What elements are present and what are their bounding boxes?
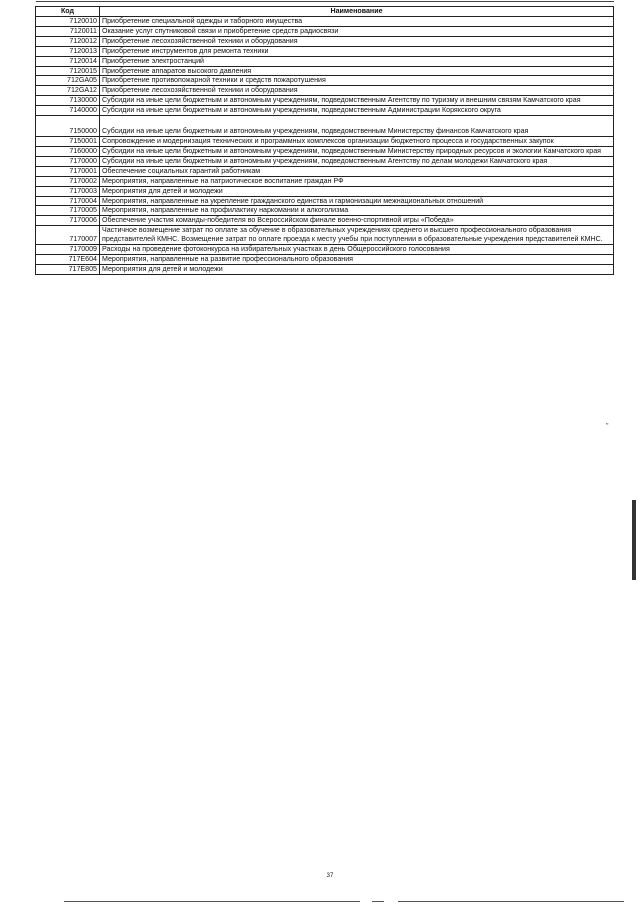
name-cell: Субсидии на иные цели бюджетным и автономным учреждениям, подведомственным Министерству финансов Камчатского края (100, 116, 614, 137)
name-cell: Субсидии на иные цели бюджетным и автономным учреждениям, подведомственным Агентству по туризму и внешним связям Камчатского края (100, 96, 614, 106)
table-row (36, 36, 614, 46)
code-cell: 7170005 (36, 206, 100, 216)
table-row (36, 106, 614, 116)
table-row (36, 17, 614, 27)
bottom-rule-left (64, 901, 360, 902)
name-cell: Частичное возмещение затрат по оплате за обучение в образовательных учреждениях среднего и высшего профессионального образования представителей КМНС. Возмещение затрат по оплате проезда к месту учебы при поступлении в образовательные учреждения представителей КМНС. (100, 226, 614, 245)
table-row (36, 26, 614, 36)
name-cell: Приобретение инструментов для ремонта техники (100, 46, 614, 56)
code-cell: 7160000 (36, 146, 100, 156)
budget-codes-table (35, 6, 614, 275)
name-cell: Сопровождение и модернизация технических и программных комплексов организации бюджетного процесса и государственных закупок (100, 137, 614, 147)
name-cell: Мероприятия для детей и молодежи (100, 264, 614, 274)
code-cell: 7120010 (36, 17, 100, 27)
margin-mark: " (606, 423, 609, 430)
table-row (36, 56, 614, 66)
table-row (36, 46, 614, 56)
name-column-header: Наименование (100, 7, 614, 17)
table-row (36, 166, 614, 176)
code-cell: 7170006 (36, 216, 100, 226)
code-cell: 7150001 (36, 137, 100, 147)
name-cell: Приобретение лесохозяйственной техники и оборудования (100, 36, 614, 46)
name-cell: Приобретение специальной одежды и таборного имущества (100, 17, 614, 27)
name-cell: Приобретение противопожарной техники и средств пожаротушения (100, 76, 614, 86)
code-cell: 7170004 (36, 196, 100, 206)
table-row (36, 206, 614, 216)
code-cell: 717E604 (36, 254, 100, 264)
table-row (36, 156, 614, 166)
name-cell: Расходы на проведение фотоконкурса на избирательных участках в день Общероссийского голосования (100, 245, 614, 255)
code-cell: 7140000 (36, 106, 100, 116)
table-row (36, 186, 614, 196)
name-cell: Оказание услуг спутниковой связи и приобретение средств радиосвязи (100, 26, 614, 36)
table-row (36, 254, 614, 264)
code-cell: 7170002 (36, 176, 100, 186)
code-cell: 7170000 (36, 156, 100, 166)
name-cell: Приобретение электростанций (100, 56, 614, 66)
table-row (36, 216, 614, 226)
page-number: 37 (326, 873, 334, 879)
code-cell: 7120013 (36, 46, 100, 56)
code-cell: 7120015 (36, 66, 100, 76)
name-cell: Субсидии на иные цели бюджетным и автономным учреждениям, подведомственным Администрации Корякского округа (100, 106, 614, 116)
table-row (36, 245, 614, 255)
name-cell: Мероприятия для детей и молодежи (100, 186, 614, 196)
bottom-rule-mid (372, 901, 384, 902)
name-cell: Мероприятия, направленные на патриотическое воспитание граждан РФ (100, 176, 614, 186)
table-row (36, 66, 614, 76)
table-row (36, 76, 614, 86)
code-cell: 7170003 (36, 186, 100, 196)
scan-edge-artifact (632, 500, 636, 580)
table-row (36, 176, 614, 186)
name-cell: Обеспечение участия команды-победителя во Всероссийском финале военно-спортивной игры «Победа» (100, 216, 614, 226)
top-border-line (36, 1, 614, 2)
code-cell: 7130000 (36, 96, 100, 106)
table-row (36, 196, 614, 206)
name-cell: Субсидии на иные цели бюджетным и автономным учреждениям, подведомственным Министерству природных ресурсов и экологии Камчатского края (100, 146, 614, 156)
name-cell: Мероприятия, направленные на развитие профессионального образования (100, 254, 614, 264)
table-row (36, 96, 614, 106)
code-cell: 7170007 (36, 226, 100, 245)
code-cell: 7120012 (36, 36, 100, 46)
table-row (36, 86, 614, 96)
name-cell: Приобретение аппаратов высокого давления (100, 66, 614, 76)
code-cell: 712GA05 (36, 76, 100, 86)
table-header-row (36, 7, 614, 17)
code-cell: 712GA12 (36, 86, 100, 96)
table-row (36, 264, 614, 274)
code-cell: 7120011 (36, 26, 100, 36)
table-row (36, 146, 614, 156)
code-cell: 7170009 (36, 245, 100, 255)
name-cell: Мероприятия, направленные на профилактику наркомании и алкоголизма (100, 206, 614, 216)
table-row (36, 226, 614, 245)
table-row (36, 116, 614, 137)
code-cell: 7170001 (36, 166, 100, 176)
name-cell: Субсидии на иные цели бюджетным и автономным учреждениям, подведомственным Агентству по делам молодежи Камчатского края (100, 156, 614, 166)
name-cell: Приобретение лесохозяйственной техники и оборудования (100, 86, 614, 96)
bottom-rule-right (398, 901, 624, 902)
table-row (36, 137, 614, 147)
code-cell: 7150000 (36, 116, 100, 137)
name-cell: Обеспечение социальных гарантий работникам (100, 166, 614, 176)
code-cell: 717E805 (36, 264, 100, 274)
code-cell: 7120014 (36, 56, 100, 66)
name-cell: Мероприятия, направленные на укрепление гражданского единства и гармонизации межнациональных отношений (100, 196, 614, 206)
code-column-header: Код (36, 7, 100, 17)
